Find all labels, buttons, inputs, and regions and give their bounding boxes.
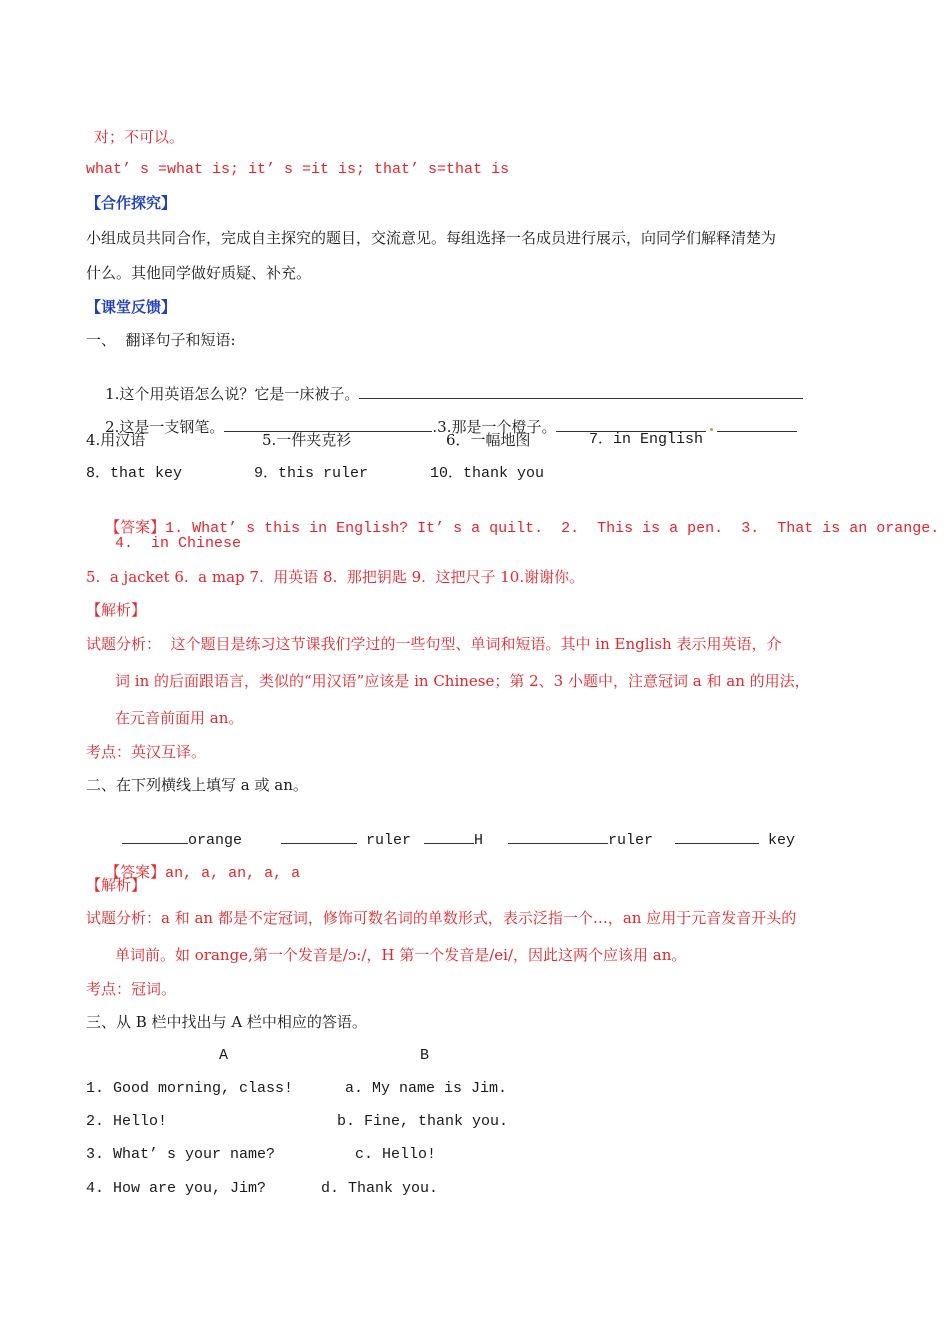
fill-item bbox=[472, 809, 653, 871]
analysis-text: 试题分析：a 和 an 都是不定冠词，修饰可数名词的单数形式，表示泛指一个…，an 应用于元音发音开头的 bbox=[86, 909, 797, 927]
question-text: 7．in English bbox=[589, 431, 704, 448]
paragraph-line: 什么。其他同学做好质疑、补充。 bbox=[86, 264, 312, 282]
question-text: 10．thank you bbox=[430, 465, 545, 482]
answer-label: 【答案】 bbox=[105, 863, 166, 881]
column-b-item: d. Thank you. bbox=[321, 1180, 439, 1197]
column-a-item: 2. Hello! bbox=[86, 1113, 168, 1130]
answer-blank[interactable] bbox=[717, 417, 797, 432]
text-line: what’ s =what is; it’ s =it is; that’ s=that is bbox=[86, 161, 510, 178]
fill-word: H bbox=[474, 832, 484, 849]
column-a-item: 1. Good morning, class! bbox=[86, 1080, 294, 1097]
question-text: 5.一件夹克衫 bbox=[262, 431, 352, 449]
fill-word: orange bbox=[188, 832, 243, 849]
analysis-label: 【解析】 bbox=[86, 601, 147, 619]
question-text: 2.这是一支钢笔。 bbox=[105, 418, 225, 436]
analysis-text: 词 in 的后面跟语言，类似的“用汉语”应该是 in Chinese；第 2、3 小题中，注意冠词 a 和 an 的用法， bbox=[115, 672, 810, 690]
section-heading: 【合作探究】 bbox=[86, 194, 177, 212]
answer-text: 4. in Chinese bbox=[115, 535, 242, 552]
column-header-a: A bbox=[219, 1047, 229, 1064]
fill-word: ruler bbox=[608, 832, 654, 849]
question-text: 1.这个用英语怎么说？它是一床被子。 bbox=[105, 385, 360, 403]
key-point: 考点：英汉互译。 bbox=[86, 743, 207, 761]
question-text: 4.用汉语 bbox=[86, 431, 146, 449]
text-line: 对；不可以。 bbox=[94, 128, 185, 146]
answer-blank[interactable] bbox=[424, 829, 474, 844]
column-b-item: a. My name is Jim. bbox=[345, 1080, 508, 1097]
question-text: .3.那是一个橙子。 bbox=[432, 418, 557, 436]
answer-text: 1. What’ s this in English? It’ s a quilt. 2. This is a pen. 3. That is an orange. bbox=[165, 520, 940, 537]
column-header-b: B bbox=[420, 1047, 430, 1064]
question-text: 8．that key bbox=[86, 465, 183, 482]
column-a-item: 3. What’ s your name? bbox=[86, 1146, 276, 1163]
question-text: 6．一幅地图 bbox=[446, 431, 531, 449]
answer-label: 【答案】 bbox=[105, 518, 166, 536]
fill-item bbox=[388, 809, 483, 871]
exercise-title: 三、从 B 栏中找出与 A 栏中相应的答语。 bbox=[86, 1013, 367, 1031]
question-text: 9．this ruler bbox=[254, 465, 369, 482]
analysis-text: 单词前。如 orange,第一个发音是/ɔ:/，H 第一个发音是/ei/，因此这两个应该用 an。 bbox=[115, 946, 687, 964]
column-b-item: c. Hello! bbox=[355, 1146, 437, 1163]
section-heading: 【课堂反馈】 bbox=[86, 298, 177, 316]
column-b-item: b. Fine, thank you. bbox=[337, 1113, 509, 1130]
analysis-text: 试题分析： 这个题目是练习这节课我们学过的一些句型、单词和短语。其中 in English 表示用英语，介 bbox=[86, 635, 782, 653]
key-point: 考点：冠词。 bbox=[86, 980, 177, 998]
answer-text: an, a, an, a, a bbox=[165, 865, 301, 882]
analysis-label: 【解析】 bbox=[86, 876, 147, 894]
dot-mark bbox=[710, 428, 713, 431]
exercise-title: 二、在下列横线上填写 a 或 an。 bbox=[86, 776, 308, 794]
answer-text: 5. a jacket 6. a map 7. 用英语 8. 那把钥匙 9. 这把尺子 10.谢谢你。 bbox=[86, 568, 585, 586]
fill-word: key bbox=[759, 832, 796, 849]
answer-blank[interactable] bbox=[675, 829, 759, 844]
paragraph-line: 小组成员共同合作，完成自主探究的题目，交流意见。每组选择一名成员进行展示，向同学们解释清楚为 bbox=[86, 229, 777, 247]
exercise-title: 一、 翻译句子和短语: bbox=[86, 331, 236, 349]
answer-blank[interactable] bbox=[508, 829, 608, 844]
analysis-text: 在元音前面用 an。 bbox=[115, 709, 244, 727]
fill-word: ruler bbox=[357, 832, 412, 849]
column-a-item: 4. How are you, Jim? bbox=[86, 1180, 267, 1197]
fill-item bbox=[639, 809, 795, 871]
